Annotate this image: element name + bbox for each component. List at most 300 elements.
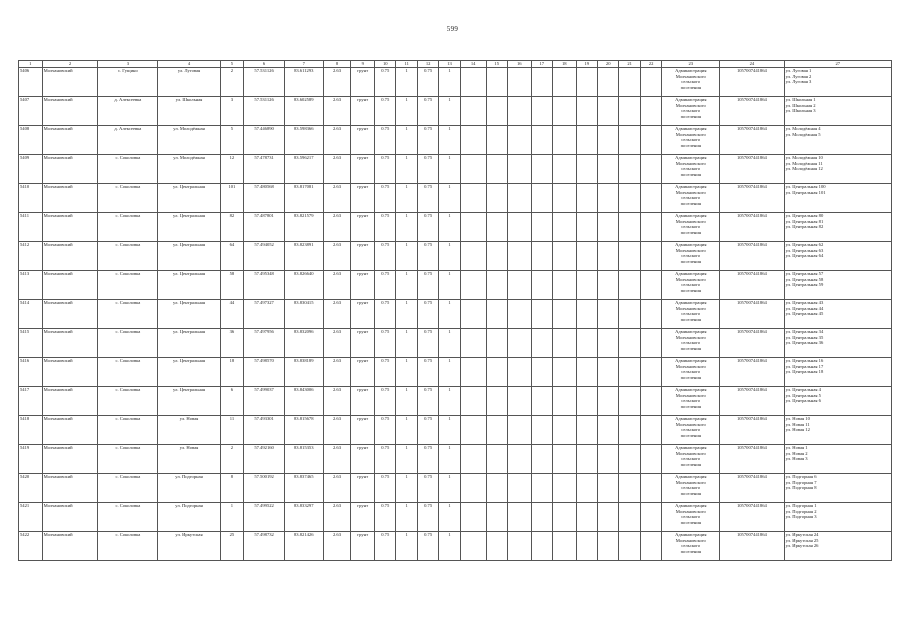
cell-empty <box>531 445 552 474</box>
cell-addresses <box>784 300 891 329</box>
cell-house: 82 <box>220 213 244 242</box>
cell-inn: 1057007441864 <box>720 155 784 184</box>
owner-line: Молчановского <box>675 421 706 427</box>
owner-line: Молчановского <box>675 218 706 224</box>
address-line: ул. Молодёжная 11 <box>785 160 823 166</box>
cell-coverage: грунт <box>351 532 375 561</box>
cell-empty <box>619 416 640 445</box>
cell-empty <box>619 300 640 329</box>
cell-addresses <box>784 68 891 97</box>
cell-empty <box>619 97 640 126</box>
cell-empty <box>619 126 640 155</box>
cell-empty <box>507 474 531 503</box>
cell-value: 1 <box>396 213 417 242</box>
cell-district: Молчановский <box>42 126 98 155</box>
column-header: 16 <box>507 61 531 68</box>
cell-inn: 1057007441864 <box>720 300 784 329</box>
cell-number: 5416 <box>19 358 43 387</box>
cell-house: 18 <box>220 358 244 387</box>
cell-value: 1 <box>396 97 417 126</box>
cell-empty <box>552 445 576 474</box>
address-line: ул. Подгорная 7 <box>785 479 817 485</box>
column-header: 4 <box>158 61 220 68</box>
cell-empty <box>507 329 531 358</box>
cell-empty <box>619 445 640 474</box>
cell-empty <box>460 503 486 532</box>
cell-empty <box>486 358 507 387</box>
cell-inn: 1057007441864 <box>720 416 784 445</box>
address-line: ул. Центральная 18 <box>785 369 824 375</box>
cell-area: 2.63 <box>323 416 351 445</box>
cell-value: 1 <box>396 68 417 97</box>
cell-empty <box>486 532 507 561</box>
cell-locality: с. Соколовка <box>98 358 158 387</box>
owner-line: Молчановского <box>675 131 706 137</box>
address-line: ул. Центральная 16 <box>785 358 824 363</box>
cell-empty <box>640 126 661 155</box>
cell-coverage: грунт <box>351 184 375 213</box>
cell-coverage: грунт <box>351 474 375 503</box>
table-row <box>19 184 892 213</box>
cell-empty <box>640 242 661 271</box>
cell-street: ул. Центральная <box>158 329 220 358</box>
cell-longitude: 83.817081 <box>284 184 323 213</box>
owner-line: сельского <box>681 137 701 143</box>
address-line: ул. Центральная 36 <box>785 340 824 346</box>
cell-empty <box>619 68 640 97</box>
cell-empty <box>619 387 640 416</box>
header-row <box>19 61 892 68</box>
owner-line: Молчановского <box>675 508 706 514</box>
cell-empty <box>486 126 507 155</box>
cell-number: 5409 <box>19 155 43 184</box>
address-line: ул. Центральная 5 <box>785 392 821 398</box>
cell-empty <box>486 271 507 300</box>
cell-owner <box>662 445 720 474</box>
table-row <box>19 97 892 126</box>
cell-empty <box>507 300 531 329</box>
cell-longitude: 83.815353 <box>284 445 323 474</box>
cell-empty <box>619 329 640 358</box>
column-header: 23 <box>662 61 720 68</box>
cell-empty <box>552 271 576 300</box>
cell-house: 12 <box>220 155 244 184</box>
cell-area: 2.63 <box>323 474 351 503</box>
cell-value: 0.75 <box>417 300 438 329</box>
owner-line: Администрация <box>675 358 707 363</box>
cell-latitude: 57.495348 <box>244 271 285 300</box>
cell-value: 0.75 <box>375 532 396 561</box>
cell-longitude: 83.611293 <box>284 68 323 97</box>
owner-line: сельского <box>681 456 701 462</box>
cell-empty <box>460 387 486 416</box>
owner-line: Молчановского <box>675 189 706 195</box>
cell-empty <box>460 155 486 184</box>
owner-line: Администрация <box>675 474 707 479</box>
cell-value: 0.75 <box>375 68 396 97</box>
owner-line: поселения <box>680 142 701 148</box>
address-line: ул. Центральная 81 <box>785 218 824 224</box>
cell-district: Молчановский <box>42 213 98 242</box>
cell-owner <box>662 271 720 300</box>
column-header: 14 <box>460 61 486 68</box>
owner-line: Молчановского <box>675 160 706 166</box>
cell-longitude: 83.838189 <box>284 358 323 387</box>
cell-value: 1 <box>439 97 460 126</box>
cell-addresses <box>784 271 891 300</box>
cell-empty <box>486 68 507 97</box>
cell-empty <box>576 358 597 387</box>
cell-street: ул. Подгорная <box>158 474 220 503</box>
cell-empty <box>486 329 507 358</box>
cell-locality: с. Соколовка <box>98 271 158 300</box>
cell-value: 0.75 <box>417 474 438 503</box>
cell-empty <box>460 474 486 503</box>
owner-line: сельского <box>681 485 701 491</box>
cell-value: 0.75 <box>375 416 396 445</box>
owner-line: поселения <box>680 229 701 235</box>
owner-line: сельского <box>681 79 701 85</box>
table-row <box>19 300 892 329</box>
cell-empty <box>640 503 661 532</box>
owner-line: Молчановского <box>675 537 706 543</box>
cell-district: Молчановский <box>42 445 98 474</box>
cell-street: ул. Центральная <box>158 300 220 329</box>
cell-value: 1 <box>439 532 460 561</box>
cell-empty <box>486 503 507 532</box>
cell-empty <box>507 503 531 532</box>
cell-empty <box>507 532 531 561</box>
column-header: 12 <box>417 61 438 68</box>
cell-latitude: 57.498732 <box>244 532 285 561</box>
cell-empty <box>552 329 576 358</box>
cell-house: 8 <box>220 474 244 503</box>
cell-value: 0.75 <box>375 155 396 184</box>
address-line: ул. Центральная 63 <box>785 247 824 253</box>
cell-number: 5414 <box>19 300 43 329</box>
cell-value: 0.75 <box>375 300 396 329</box>
cell-value: 0.75 <box>417 445 438 474</box>
cell-district: Молчановский <box>42 97 98 126</box>
owner-line: Молчановского <box>675 450 706 456</box>
cell-value: 1 <box>439 329 460 358</box>
cell-value: 0.75 <box>375 126 396 155</box>
cell-addresses <box>784 416 891 445</box>
owner-line: сельского <box>681 282 701 288</box>
cell-empty <box>531 416 552 445</box>
owner-line: поселения <box>680 287 701 293</box>
cell-district: Молчановский <box>42 416 98 445</box>
address-line: ул. Молодёжная 4 <box>785 126 821 131</box>
cell-empty <box>640 271 661 300</box>
cell-street: ул. Центральная <box>158 358 220 387</box>
cell-street: ул. Новая <box>158 416 220 445</box>
column-header: 2 <box>42 61 98 68</box>
cell-value: 1 <box>396 126 417 155</box>
cell-house: 58 <box>220 271 244 300</box>
cell-area: 2.63 <box>323 271 351 300</box>
cell-addresses <box>784 126 891 155</box>
owner-line: Администрация <box>675 68 707 73</box>
cell-addresses <box>784 532 891 561</box>
address-line: ул. Луговая 1 <box>785 68 812 73</box>
cell-empty <box>460 242 486 271</box>
cell-empty <box>552 503 576 532</box>
owner-line: сельского <box>681 224 701 230</box>
cell-longitude: 83.837465 <box>284 474 323 503</box>
cell-number: 5418 <box>19 416 43 445</box>
cell-empty <box>531 155 552 184</box>
cell-empty <box>576 213 597 242</box>
cell-empty <box>598 97 619 126</box>
address-line: ул. Центральная 57 <box>785 271 824 276</box>
cell-inn: 1057007441864 <box>720 97 784 126</box>
cell-inn: 1057007441864 <box>720 184 784 213</box>
table-row <box>19 474 892 503</box>
cell-inn: 1057007441864 <box>720 532 784 561</box>
cell-coverage: грунт <box>351 358 375 387</box>
cell-number: 5407 <box>19 97 43 126</box>
cell-owner <box>662 474 720 503</box>
cell-empty <box>598 387 619 416</box>
owner-line: поселения <box>680 403 701 409</box>
cell-value: 0.75 <box>375 387 396 416</box>
cell-district: Молчановский <box>42 300 98 329</box>
cell-number: 5413 <box>19 271 43 300</box>
cell-latitude: 57.499522 <box>244 503 285 532</box>
cell-empty <box>598 213 619 242</box>
address-line: ул. Иркутская 26 <box>785 543 819 549</box>
cell-area: 2.63 <box>323 358 351 387</box>
cell-latitude: 57.494052 <box>244 242 285 271</box>
cell-coverage: грунт <box>351 213 375 242</box>
cell-value: 0.75 <box>375 503 396 532</box>
cell-empty <box>576 416 597 445</box>
cell-empty <box>460 271 486 300</box>
cell-inn: 1057007441864 <box>720 474 784 503</box>
owner-line: поселения <box>680 519 701 525</box>
cell-value: 1 <box>439 387 460 416</box>
owner-line: поселения <box>680 461 701 467</box>
owner-line: поселения <box>680 113 701 119</box>
column-header: 9 <box>351 61 375 68</box>
cell-empty <box>619 474 640 503</box>
owner-line: сельского <box>681 166 701 172</box>
cell-owner <box>662 213 720 242</box>
cell-value: 1 <box>396 532 417 561</box>
address-line: ул. Новая 10 <box>785 416 810 421</box>
cell-house: 64 <box>220 242 244 271</box>
cell-empty <box>598 503 619 532</box>
cell-value: 1 <box>439 68 460 97</box>
cell-empty <box>531 300 552 329</box>
cell-value: 1 <box>439 271 460 300</box>
cell-empty <box>486 474 507 503</box>
cell-empty <box>531 358 552 387</box>
cell-area: 2.63 <box>323 242 351 271</box>
cell-empty <box>598 474 619 503</box>
cell-empty <box>531 242 552 271</box>
cell-street: ул. Центральная <box>158 184 220 213</box>
cell-value: 0.75 <box>417 358 438 387</box>
cell-empty <box>531 126 552 155</box>
cell-latitude: 57.497956 <box>244 329 285 358</box>
cell-empty <box>531 329 552 358</box>
cell-area: 2.63 <box>323 503 351 532</box>
cell-longitude: 83.830415 <box>284 300 323 329</box>
cell-number: 5421 <box>19 503 43 532</box>
address-line: ул. Луговая 2 <box>785 73 812 79</box>
column-header: 19 <box>576 61 597 68</box>
cell-empty <box>640 532 661 561</box>
cell-locality: с. Соколовка <box>98 213 158 242</box>
cell-empty <box>486 213 507 242</box>
address-line: ул. Центральная 6 <box>785 398 821 404</box>
cell-empty <box>619 213 640 242</box>
cell-value: 1 <box>396 300 417 329</box>
owner-line: поселения <box>680 200 701 206</box>
cell-latitude: 57.531126 <box>244 97 285 126</box>
cell-number: 5422 <box>19 532 43 561</box>
cell-value: 0.75 <box>375 213 396 242</box>
cell-coverage: грунт <box>351 387 375 416</box>
cell-street: ул. Иркутская <box>158 532 220 561</box>
owner-line: Молчановского <box>675 276 706 282</box>
cell-empty <box>576 445 597 474</box>
owner-line: Молчановского <box>675 247 706 253</box>
cell-street: ул. Луговая <box>158 68 220 97</box>
cell-coverage: грунт <box>351 126 375 155</box>
cell-locality: с. Соколовка <box>98 329 158 358</box>
cell-empty <box>531 474 552 503</box>
cell-empty <box>552 300 576 329</box>
address-line: ул. Новая 3 <box>785 456 808 462</box>
cell-owner <box>662 300 720 329</box>
cell-house: 1 <box>220 503 244 532</box>
cell-number: 5417 <box>19 387 43 416</box>
column-header: 27 <box>784 61 891 68</box>
cell-addresses <box>784 242 891 271</box>
cell-street: ул. Школьная <box>158 97 220 126</box>
cell-empty <box>460 97 486 126</box>
cell-value: 0.75 <box>375 184 396 213</box>
cell-inn: 1057007441864 <box>720 387 784 416</box>
owner-line: поселения <box>680 171 701 177</box>
owner-line: Администрация <box>675 155 707 160</box>
cell-longitude: 83.821579 <box>284 213 323 242</box>
cell-value: 1 <box>439 503 460 532</box>
column-header: 8 <box>323 61 351 68</box>
cell-empty <box>552 358 576 387</box>
table-row <box>19 532 892 561</box>
cell-value: 0.75 <box>417 213 438 242</box>
cell-value: 1 <box>396 242 417 271</box>
cell-inn: 1057007441864 <box>720 242 784 271</box>
cell-coverage: грунт <box>351 271 375 300</box>
cell-locality: с. Соколовка <box>98 445 158 474</box>
cell-number: 5415 <box>19 329 43 358</box>
cell-district: Молчановский <box>42 532 98 561</box>
cell-empty <box>619 271 640 300</box>
owner-line: Администрация <box>675 532 707 537</box>
cell-empty <box>486 387 507 416</box>
address-line: ул. Подгорная 6 <box>785 474 817 479</box>
cell-empty <box>619 155 640 184</box>
address-line: ул. Центральная 35 <box>785 334 824 340</box>
cell-empty <box>640 358 661 387</box>
owner-line: Администрация <box>675 329 707 334</box>
cell-value: 1 <box>396 503 417 532</box>
cell-empty <box>552 126 576 155</box>
cell-latitude: 57.480568 <box>244 184 285 213</box>
column-header: 24 <box>720 61 784 68</box>
cell-inn: 1057007441864 <box>720 358 784 387</box>
address-line: ул. Школьная 1 <box>785 97 816 102</box>
cell-empty <box>531 213 552 242</box>
table-row <box>19 416 892 445</box>
cell-inn: 1057007441864 <box>720 329 784 358</box>
cell-value: 1 <box>396 474 417 503</box>
cell-house: 101 <box>220 184 244 213</box>
cell-value: 0.75 <box>417 271 438 300</box>
cell-inn: 1057007441864 <box>720 213 784 242</box>
cell-empty <box>640 416 661 445</box>
column-header: 6 <box>244 61 285 68</box>
cell-empty <box>460 329 486 358</box>
owner-line: поселения <box>680 258 701 264</box>
column-header: 22 <box>640 61 661 68</box>
address-line: ул. Школьная 2 <box>785 102 816 108</box>
cell-longitude: 83.833297 <box>284 503 323 532</box>
cell-locality: с. Соколовка <box>98 474 158 503</box>
owner-line: Администрация <box>675 97 707 102</box>
cell-empty <box>486 184 507 213</box>
cell-empty <box>619 532 640 561</box>
page-number: 599 <box>446 25 459 33</box>
table-row <box>19 445 892 474</box>
cell-locality: с. Соколовка <box>98 300 158 329</box>
cell-addresses <box>784 474 891 503</box>
cell-locality: с. Соколовка <box>98 416 158 445</box>
address-line: ул. Подгорная 3 <box>785 514 817 520</box>
cell-value: 0.75 <box>417 329 438 358</box>
cell-value: 0.75 <box>417 387 438 416</box>
owner-line: сельского <box>681 398 701 404</box>
owner-line: Администрация <box>675 126 707 131</box>
address-line: ул. Центральная 34 <box>785 329 824 334</box>
cell-area: 2.63 <box>323 97 351 126</box>
cell-street: ул. Центральная <box>158 213 220 242</box>
cell-empty <box>576 387 597 416</box>
cell-latitude: 57.500192 <box>244 474 285 503</box>
table-row <box>19 358 892 387</box>
cell-empty <box>640 97 661 126</box>
cell-addresses <box>784 329 891 358</box>
cell-empty <box>531 184 552 213</box>
cell-empty <box>552 416 576 445</box>
cell-value: 0.75 <box>375 329 396 358</box>
cell-empty <box>576 68 597 97</box>
address-line: ул. Центральная 62 <box>785 242 824 247</box>
cell-empty <box>576 532 597 561</box>
cell-empty <box>507 68 531 97</box>
cell-locality: с. Гущино <box>98 68 158 97</box>
cell-locality: с. Соколовка <box>98 532 158 561</box>
cell-area: 2.63 <box>323 213 351 242</box>
cell-value: 1 <box>439 126 460 155</box>
cell-value: 1 <box>396 445 417 474</box>
cell-value: 0.75 <box>417 97 438 126</box>
